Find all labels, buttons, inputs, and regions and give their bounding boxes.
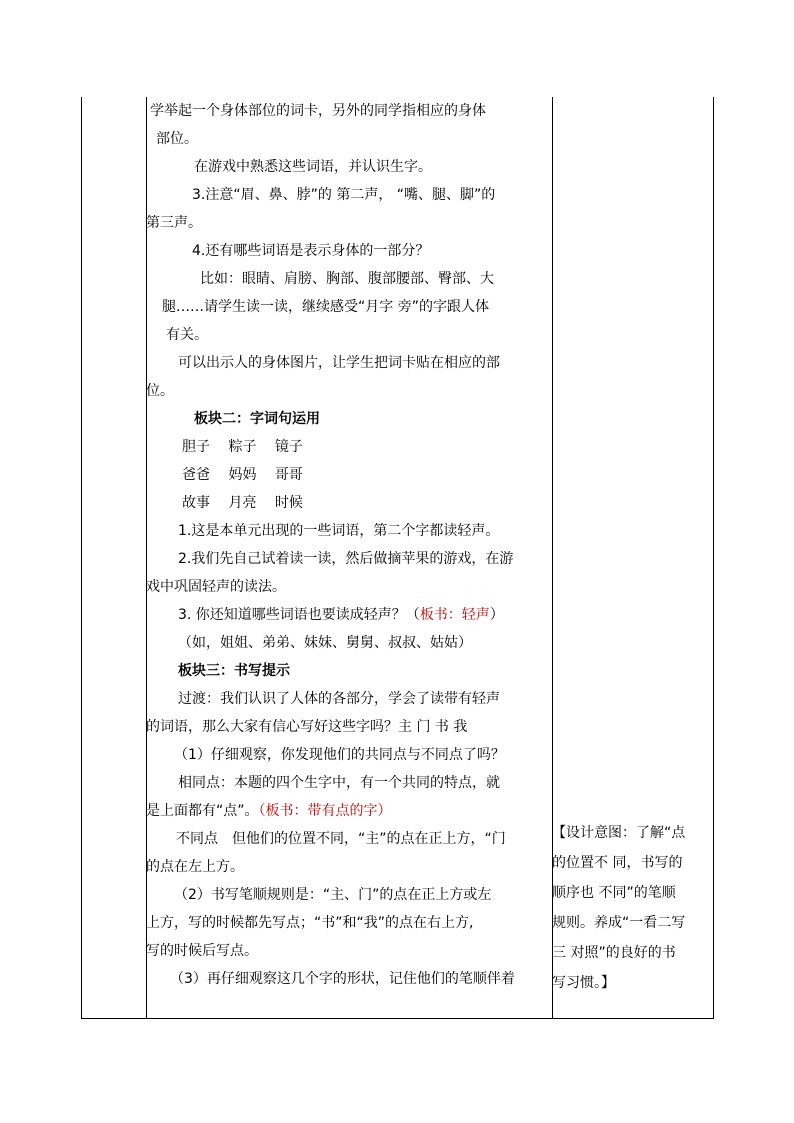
content-line-text: 板块三：书写提示: [178, 663, 290, 679]
content-line-text: 过渡：我们认识了人体的各部分，学会了读带有轻声: [178, 691, 500, 707]
design-intent-line: 写习惯。】: [552, 975, 615, 991]
content-line: [146, 965, 556, 993]
table-border-left: [81, 97, 82, 1019]
content-line-text: （如，姐姐、弟弟、妹妹、舅舅、叔叔、姑姑）: [178, 635, 472, 651]
content-line-text: 比如：眼睛、肩膀、胸部、腹部腰部、臀部、大: [200, 271, 494, 287]
content-line: [146, 545, 556, 573]
content-line: [146, 405, 556, 433]
content-line: [146, 573, 556, 601]
content-line: [146, 265, 556, 293]
content-line: [146, 209, 556, 237]
content-line-text: 上方，写的时候都先写点；“书”和“我”的点在右上方,: [146, 915, 474, 931]
content-line: [146, 881, 556, 909]
content-line: [146, 657, 556, 685]
content-line: [146, 125, 556, 153]
content-line-text: 3.注意“眉、鼻、脖”的 第二声， “嘴、腿、脚”的: [192, 187, 496, 203]
content-line: [146, 741, 556, 769]
content-line-text: 1.这是本单元出现的一些词语，第二个字都读轻声。: [178, 523, 500, 539]
content-line-text: 戏中巩固轻声的读法。: [146, 579, 286, 595]
content-line-text: 第三声。: [146, 215, 202, 231]
content-line-text: 不同点 但他们的位置不同，“主”的点在正上方，“门: [176, 831, 506, 847]
content-line-text: 2.我们先自己试着读一读，然后做摘苹果的游戏，在游: [178, 551, 514, 567]
design-intent-line: 三 对照”的良好的书: [552, 945, 676, 961]
design-intent-line: 顺序也 不同”的笔顺: [552, 885, 676, 901]
content-line-text: 爸爸 妈妈 哥哥: [182, 467, 303, 483]
table-border-bottom: [81, 1018, 714, 1019]
content-line-text: 是上面都有“点”。: [146, 803, 259, 819]
content-line-text: 4.还有哪些词语是表示身体的一部分？: [192, 243, 430, 259]
content-line: [146, 909, 556, 937]
content-line: [146, 713, 556, 741]
content-line: [146, 825, 556, 853]
content-line: [146, 377, 556, 405]
content-line-text: 的词语，那么大家有信心写好这些字吗？主 门 书 我: [146, 719, 468, 735]
content-line-tail: ）: [489, 607, 504, 623]
content-line: [146, 293, 556, 321]
content-line-text: （1）仔细观察，你发现他们的共同点与不同点了吗？: [174, 747, 505, 763]
content-line: [146, 237, 556, 265]
content-line-text: 有关。: [166, 327, 208, 343]
content-line-text: 学举起一个身体部位的词卡，另外的同学指相应的身体: [150, 103, 486, 119]
content-line-text: 的点在左上方。: [146, 859, 244, 875]
content-line: [146, 461, 556, 489]
content-line-text: 位。: [146, 383, 174, 399]
board-note: 板书：轻声: [419, 607, 490, 623]
content-line-text: 部位。: [156, 131, 198, 147]
content-line: [146, 181, 556, 209]
content-line: [146, 685, 556, 713]
design-intent-column: [552, 818, 714, 998]
content-line-text: 胆子 粽子 镜子: [182, 439, 303, 455]
content-line: [146, 769, 556, 797]
lesson-content-column: [146, 97, 556, 993]
content-line-text: （2）书写笔顺规则是：“主、门”的点在正上方或左: [174, 887, 492, 903]
content-line: [146, 797, 556, 825]
board-note: （板书：带有点的字）: [258, 803, 392, 819]
content-line-text: 写的时候后写点。: [146, 943, 258, 959]
content-line-text: 可以出示人的身体图片，让学生把词卡贴在相应的部: [178, 355, 500, 371]
content-line: [146, 517, 556, 545]
content-line: [146, 601, 556, 629]
content-line: [146, 937, 556, 965]
content-line: [146, 321, 556, 349]
design-intent-line: 【设计意图：了解“点: [552, 825, 686, 841]
content-line-text: （3）再仔细观察这几个字的形状，记住他们的笔顺伴着: [170, 971, 515, 987]
content-line-text: 3. 你还知道哪些词语也要读成轻声？（: [178, 607, 420, 623]
design-intent-line: 规则。养成“一看二写: [552, 915, 686, 931]
content-line: [146, 153, 556, 181]
content-line-text: 板块二：字词句运用: [194, 411, 320, 427]
content-line: [146, 629, 556, 657]
content-line: [146, 97, 556, 125]
content-line-text: 相同点：本题的四个生字中，有一个共同的特点，就: [178, 775, 500, 791]
design-intent-line: 的位置不 同，书写的: [552, 855, 683, 871]
content-line: [146, 433, 556, 461]
content-line: [146, 349, 556, 377]
content-line-text: 故事 月亮 时候: [182, 495, 303, 511]
content-line-text: 在游戏中熟悉这些词语，并认识生字。: [194, 159, 432, 175]
content-line: [146, 853, 556, 881]
content-line: [146, 489, 556, 517]
content-line-text: 腿……请学生读一读，继续感受“月字 旁”的字跟人体: [162, 299, 489, 315]
